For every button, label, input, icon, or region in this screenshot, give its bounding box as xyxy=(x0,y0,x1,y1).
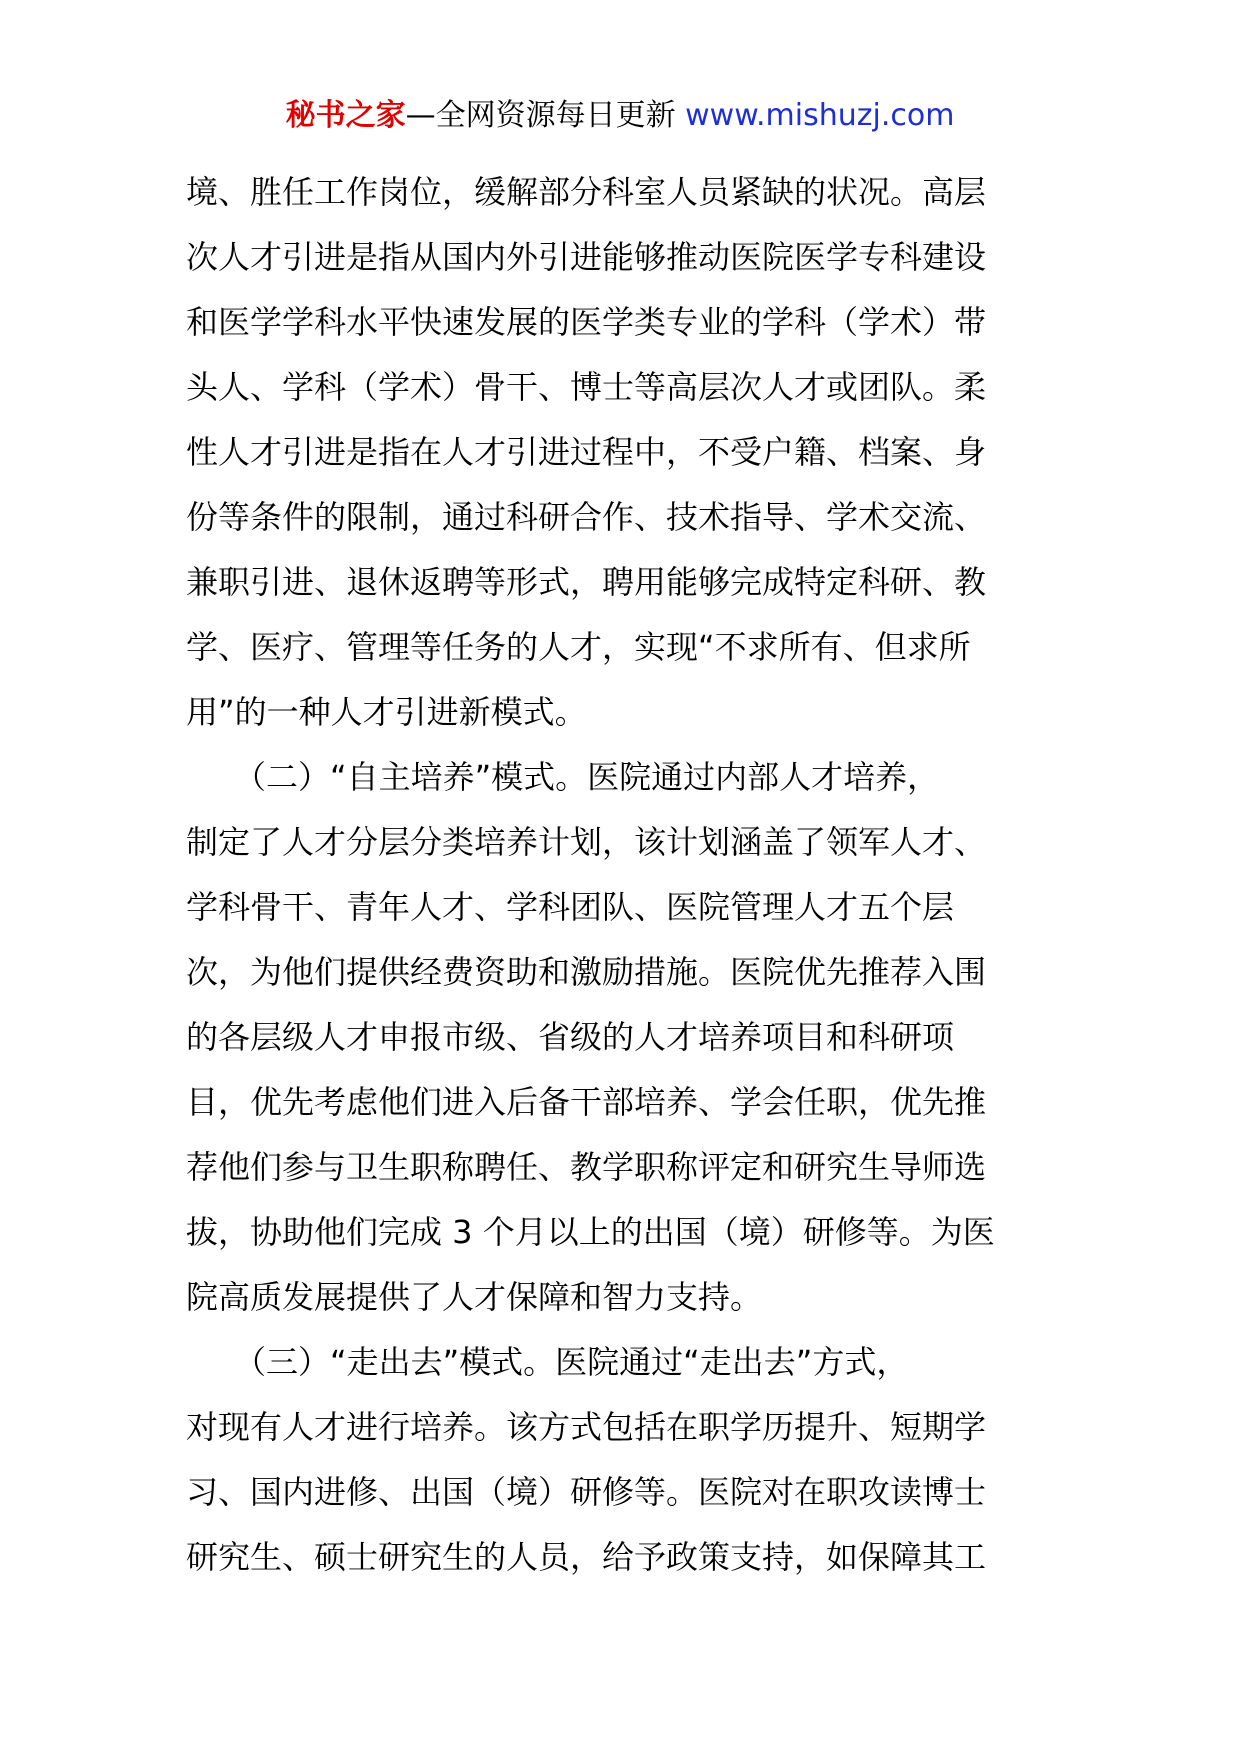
document-body xyxy=(186,160,1066,1590)
text-line: 研究生、硕士研究生的人员，给予政策支持，如保障其工 xyxy=(186,1538,987,1576)
header-tagline: —全网资源每日更新 xyxy=(405,98,676,133)
text-line: 拔，协助他们完成 3 个月以上的出国（境）研修等。为医 xyxy=(186,1213,995,1251)
text-line: 兼职引进、退休返聘等形式，聘用能够完成特定科研、教 xyxy=(186,563,987,601)
text-line: 学科骨干、青年人才、学科团队、医院管理人才五个层 xyxy=(186,888,955,926)
page-header xyxy=(0,96,1240,136)
text-line: 用”的一种人才引进新模式。 xyxy=(186,693,587,731)
text-line: 荐他们参与卫生职称聘任、教学职称评定和研究生导师选 xyxy=(186,1148,987,1186)
text-line: 次，为他们提供经费资助和激励措施。医院优先推荐入围 xyxy=(186,953,987,991)
text-line: 院高质发展提供了人才保障和智力支持。 xyxy=(186,1278,763,1316)
paragraph-heading-line: （二）“自主培养”模式。医院通过内部人才培养， xyxy=(186,758,940,796)
text-line: 目，优先考虑他们进入后备干部培养、学会任职，优先推 xyxy=(186,1083,987,1121)
text-line: 次人才引进是指从国内外引进能够推动医院医学专科建设 xyxy=(186,238,987,276)
text-line: 头人、学科（学术）骨干、博士等高层次人才或团队。柔 xyxy=(186,368,987,406)
header-url-link[interactable]: www.mishuzj.com xyxy=(685,98,955,133)
text-line: 和医学学科水平快速发展的医学类专业的学科（学术）带 xyxy=(186,303,987,341)
text-line: 份等条件的限制，通过科研合作、技术指导、学术交流、 xyxy=(186,498,987,536)
text-line: 学、医疗、管理等任务的人才，实现“不求所有、但求所 xyxy=(186,628,971,666)
text-line: 的各层级人才申报市级、省级的人才培养项目和科研项 xyxy=(186,1018,955,1056)
text-line: 境、胜任工作岗位，缓解部分科室人员紧缺的状况。高层 xyxy=(186,173,987,211)
text-line: 习、国内进修、出国（境）研修等。医院对在职攻读博士 xyxy=(186,1473,987,1511)
paragraph-heading-line: （三）“走出去”模式。医院通过“走出去”方式， xyxy=(186,1343,909,1381)
header-brand: 秘书之家 xyxy=(285,98,406,133)
text-line: 制定了人才分层分类培养计划，该计划涵盖了领军人才、 xyxy=(186,823,987,861)
text-line: 性人才引进是指在人才引进过程中，不受户籍、档案、身 xyxy=(186,433,987,471)
text-line: 对现有人才进行培养。该方式包括在职学历提升、短期学 xyxy=(186,1408,987,1446)
